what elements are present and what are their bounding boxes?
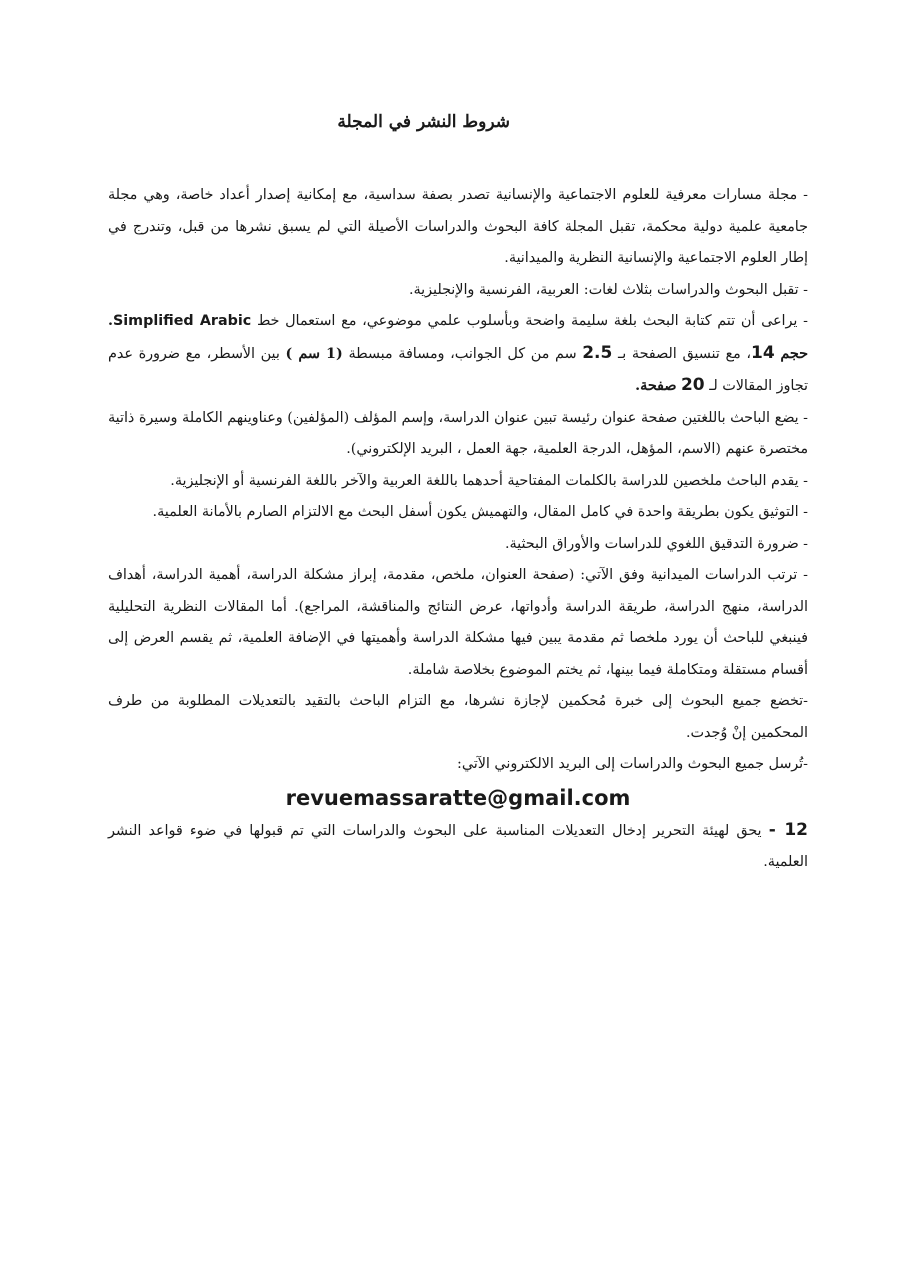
max-pages-value: 20 xyxy=(680,375,705,395)
paragraph-citation: - التوثيق يكون بطريقة واحدة في كامل المقال، والتهميش يكون أسفل البحث مع الالتزام الصارم بالأمانة العلمية. xyxy=(152,504,808,520)
formatting-text-2: . حجم xyxy=(108,313,808,362)
paragraph-title-page: - يضع الباحث باللغتين صفحة عنوان رئيسة تبين عنوان الدراسة، وإسم المؤلف (المؤلفين) وعناوينهم الكاملة وسيرة ذاتية مختصرة عنهم (الاسم، المؤهل، الدرجة العلمية، جهة العمل ، البريد الإلكتروني). xyxy=(108,409,808,457)
paragraph-editorial-rights xyxy=(108,815,808,879)
formatting-text-3: ، مع تنسيق الصفحة بـ xyxy=(618,345,752,362)
font-name: Simplified Arabic xyxy=(112,313,252,329)
submission-email[interactable]: revuemassaratte@gmail.com xyxy=(285,785,631,810)
formatting-text-1: - يراعى أن تتم كتابة البحث بلغة سليمة واضحة وبأسلوب علمي موضوعي، مع استعمال خط xyxy=(256,313,808,329)
page-title: شروط النشر في المجلة xyxy=(337,112,510,132)
paragraph-abstracts: - يقدم الباحث ملخصين للدراسة بالكلمات المفتاحية أحدهما باللغة العربية والآخر باللغة الفرنسية أو الإنجليزية. xyxy=(170,472,808,489)
paragraph-submission: -تُرسل جميع البحوث والدراسات إلى البريد الالكتروني الآتي: xyxy=(457,756,808,772)
line-spacing-value: (1 سم ) xyxy=(285,345,343,362)
font-size-value: 14 xyxy=(751,342,775,363)
paragraph-structure: - ترتب الدراسات الميدانية وفق الآتي: (صفحة العنوان، ملخص، مقدمة، إبراز مشكلة الدراسة، أهمية الدراسة، أهداف الدراسة، منهج الدراسة، طريقة الدراسة وأدواتها، عرض النتائج والمناقشة، المراجع). أما المقالات النظرية التحليلية فينبغي للباحث أن يورد ملخصا ثم مقدمة يبين فيها مشكلة الدراسة وأهميتها في الإضافة العلمية، ثم يقسم العرض إلى أقسام مستقلة ومتكاملة فيما بينها، ثم يختم الموضوع بخلاصة شاملة. xyxy=(108,567,808,678)
formatting-text-6: صفحة. xyxy=(635,378,677,394)
editorial-rights-text: يحق لهيئة التحرير إدخال التعديلات المناسبة على البحوث والدراسات التي تم قبولها في ضوء قواعد النشر العلمية. xyxy=(108,822,808,870)
paragraph-languages: - تقبل البحوث والدراسات بثلاث لغات: العربية، الفرنسية والإنجليزية. xyxy=(408,281,808,298)
paragraph-proofreading: - ضرورة التدقيق اللغوي للدراسات والأوراق البحثية. xyxy=(504,535,808,552)
paragraph-journal-intro: - مجلة مسارات معرفية للعلوم الاجتماعية والإنسانية تصدر بصفة سداسية، مع إمكانية إصدار أعداد خاصة، وهي مجلة جامعية علمية دولية محكمة، تقبل المجلة كافة البحوث والدراسات الأصيلة التي لم يسبق نشرها من قبل، وتندرج في إطار العلوم الاجتماعية والإنسانية النظرية والميدانية. xyxy=(108,187,808,266)
margin-value: 2.5 xyxy=(582,342,613,363)
formatting-text-5: بين الأسطر، مع ضرورة عدم تجاوز المقالات لـ xyxy=(108,345,808,394)
document-body xyxy=(108,180,808,879)
item-number: 12 - xyxy=(768,819,808,840)
formatting-text-4: سم من كل الجوانب، ومسافة مبسطة xyxy=(348,345,577,362)
paragraph-review: -تخضع جميع البحوث إلى خبرة مُحكمين لإجازة نشرها، مع التزام الباحث بالتقيد بالتعديلات المطلوبة من طرف المحكمين إنْ وُجدت. xyxy=(108,693,808,741)
paragraph-formatting xyxy=(108,306,808,403)
